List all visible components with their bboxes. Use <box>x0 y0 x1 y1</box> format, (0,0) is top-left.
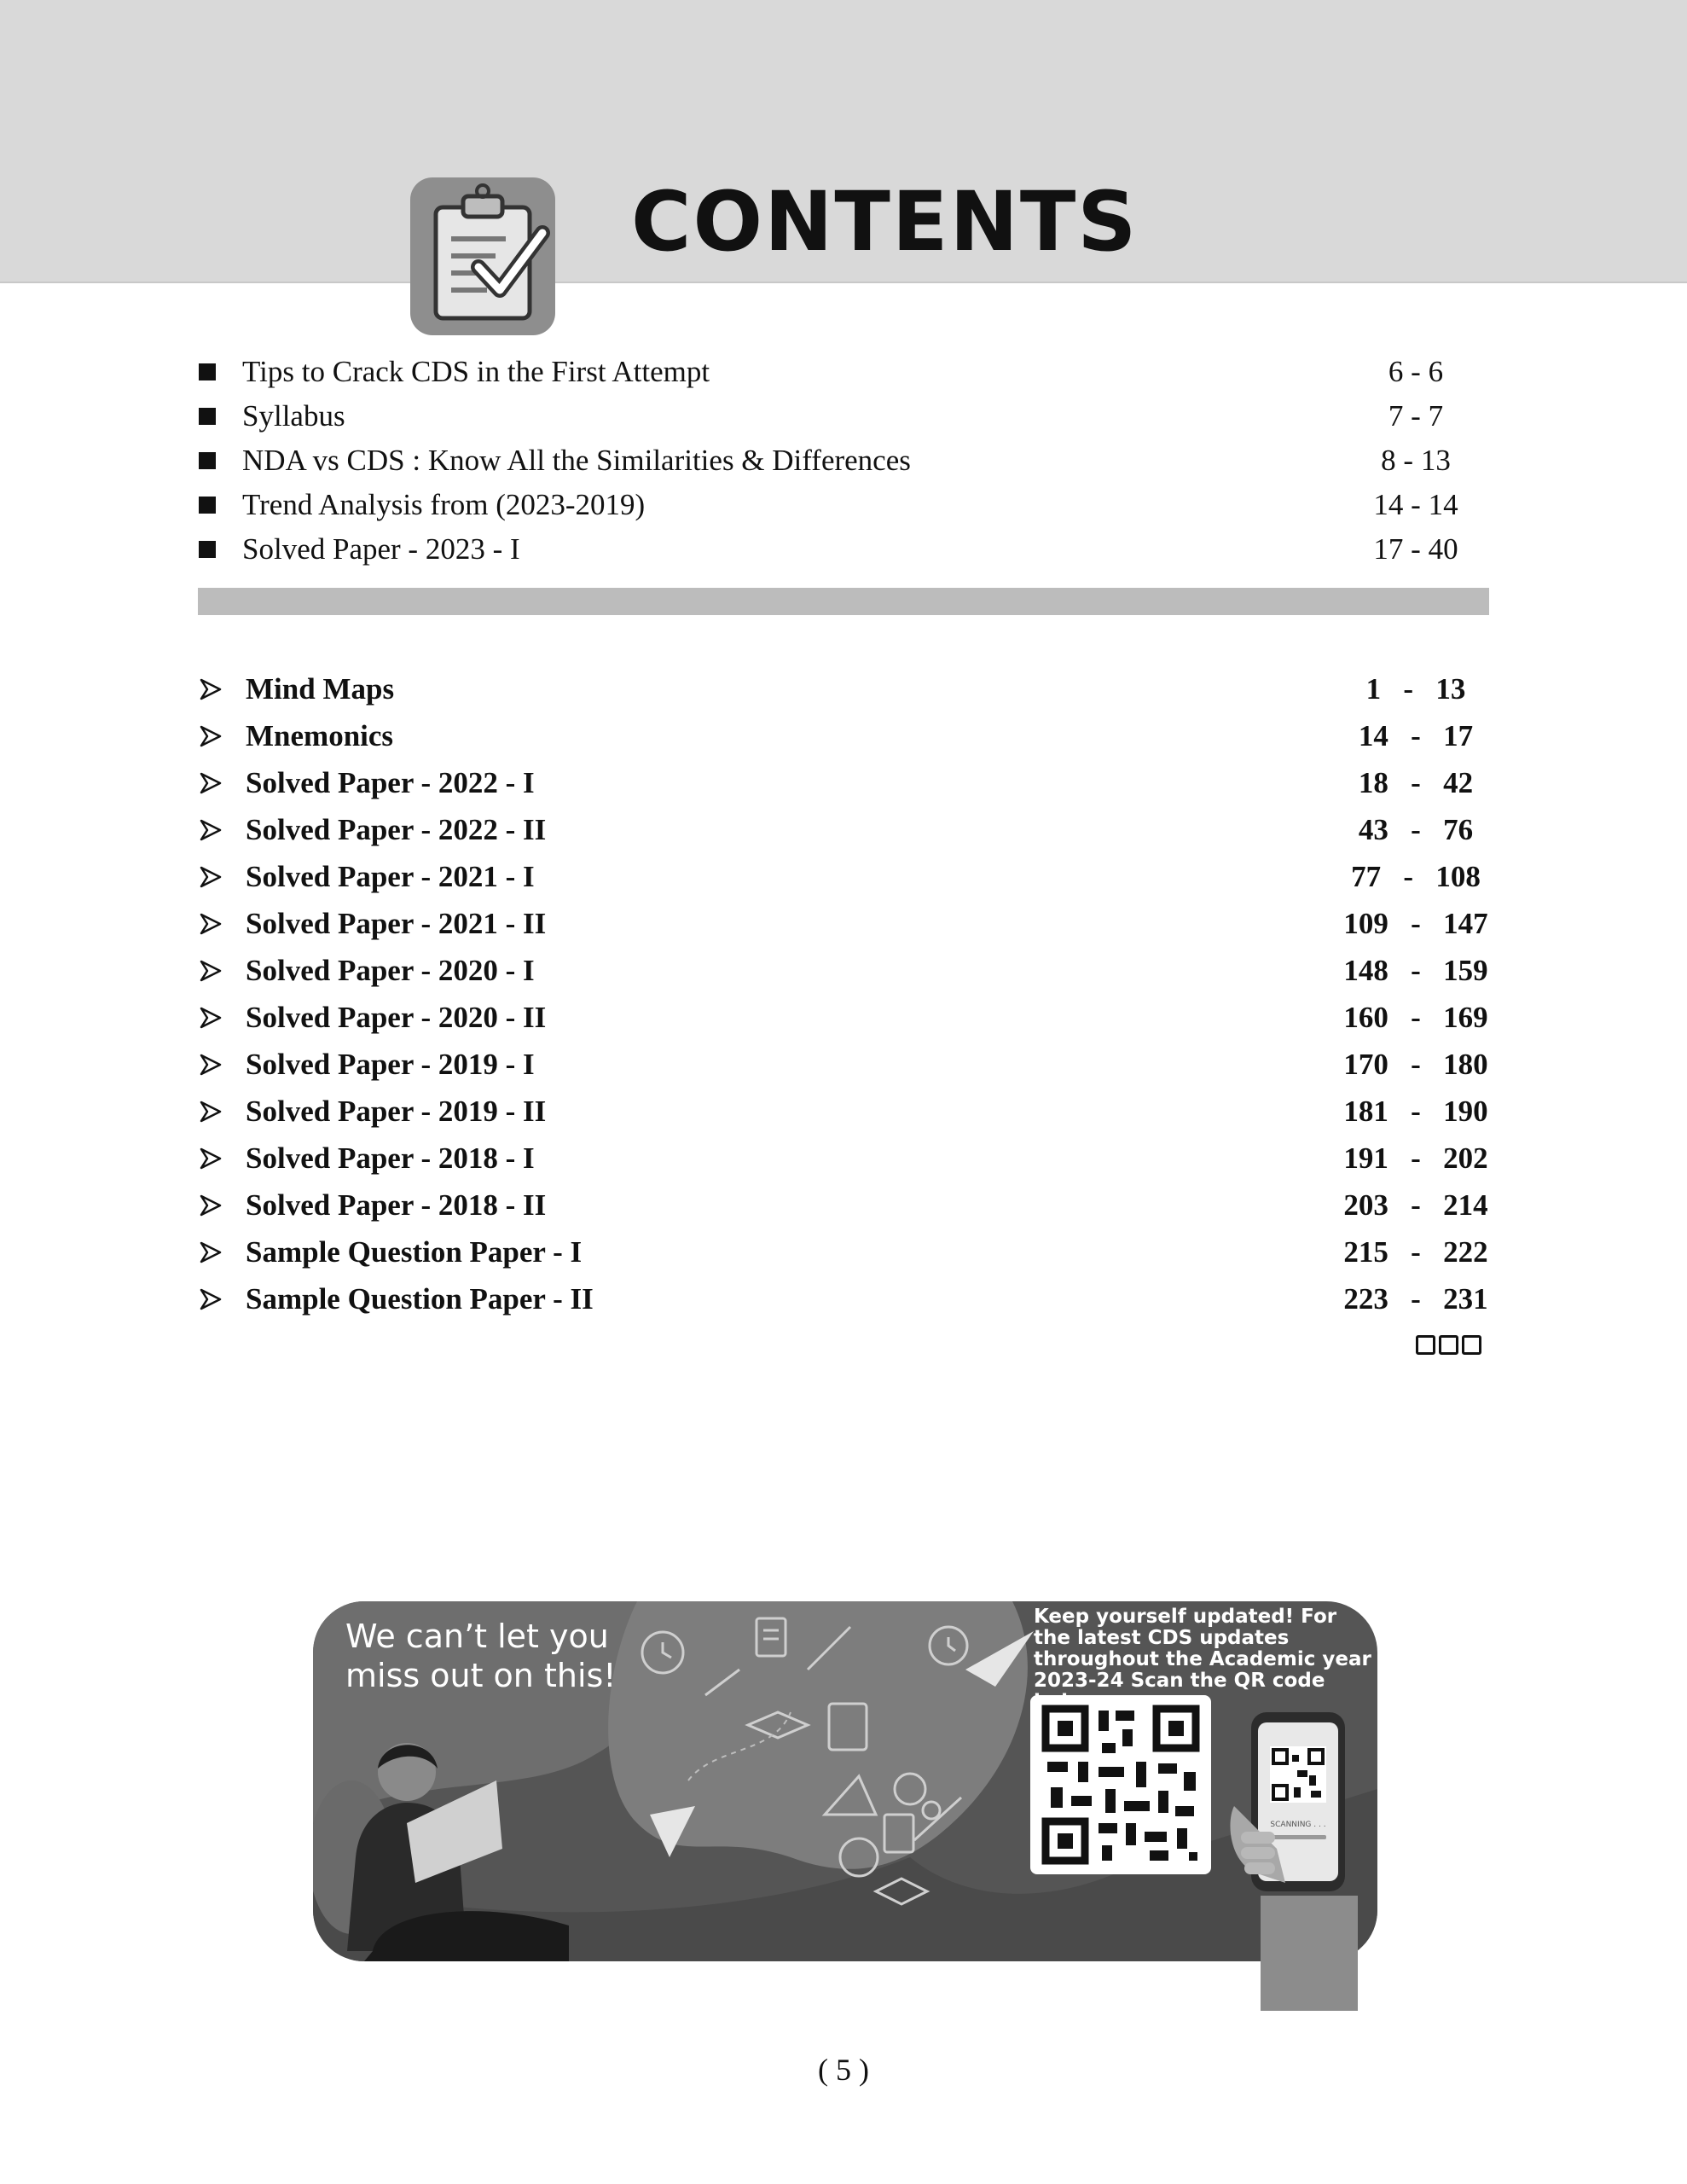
promo-banner[interactable] <box>313 1601 1377 1961</box>
arrowhead-bullet-icon <box>200 866 222 888</box>
item-label: Mind Maps <box>246 672 395 706</box>
hollow-square-icon <box>1439 1335 1458 1355</box>
list-item[interactable] <box>196 1228 1493 1275</box>
square-bullet-icon <box>199 541 216 558</box>
list-item[interactable] <box>196 853 1493 900</box>
page-number: ( 5 ) <box>818 2053 869 2087</box>
item-pages: 43 - 76 <box>1358 813 1474 846</box>
section-divider <box>198 588 1489 615</box>
arrowhead-bullet-icon <box>200 725 222 747</box>
arrowhead-bullet-icon <box>200 960 222 982</box>
banner-note: Keep yourself updated! For the latest CDS updates throughout the Academic year 2023-24 Scan the QR code <box>1034 1606 1371 1692</box>
item-pages: 191 - 202 <box>1343 1141 1488 1175</box>
list-item[interactable] <box>196 665 1493 712</box>
item-label: Solved Paper - 2020 - I <box>246 954 535 987</box>
item-pages: 6 - 6 <box>1388 355 1444 388</box>
list-item[interactable] <box>196 806 1493 853</box>
list-item[interactable] <box>196 1275 1493 1322</box>
main-contents-list <box>196 665 1493 1322</box>
item-pages: 7 - 7 <box>1388 399 1444 433</box>
clipboard-check-icon <box>410 177 555 335</box>
arrowhead-bullet-icon <box>200 1054 222 1076</box>
item-label: Trend Analysis from (2023-2019) <box>242 488 646 521</box>
list-item[interactable] <box>196 1088 1493 1135</box>
item-pages: 203 - 214 <box>1343 1188 1488 1222</box>
square-bullet-icon <box>199 408 216 425</box>
list-item[interactable] <box>196 900 1493 947</box>
item-pages: 1 - 13 <box>1365 672 1466 706</box>
item-pages: 215 - 222 <box>1343 1235 1488 1269</box>
square-bullet-icon <box>199 497 216 514</box>
item-pages: 8 - 13 <box>1381 444 1451 477</box>
list-item[interactable] <box>196 394 1493 439</box>
item-label: Sample Question Paper - II <box>246 1282 594 1316</box>
list-item[interactable] <box>196 1135 1493 1182</box>
list-item[interactable] <box>196 994 1493 1041</box>
banner-headline: We can’t let you miss out on this! <box>345 1618 617 1694</box>
item-label: Solved Paper - 2019 - I <box>246 1048 535 1081</box>
list-item[interactable] <box>196 350 1493 394</box>
item-pages: 77 - 108 <box>1351 860 1481 893</box>
item-label: Solved Paper - 2020 - II <box>246 1001 547 1034</box>
list-item[interactable] <box>196 483 1493 527</box>
hand-sleeve-graphic <box>1261 1896 1358 2011</box>
page-title: CONTENTS <box>631 174 1139 270</box>
arrowhead-bullet-icon <box>200 1241 222 1263</box>
item-pages: 17 - 40 <box>1373 532 1458 566</box>
arrowhead-bullet-icon <box>200 1147 222 1170</box>
list-item[interactable] <box>196 1041 1493 1088</box>
item-pages: 14 - 14 <box>1373 488 1458 521</box>
item-label: Solved Paper - 2022 - I <box>246 766 535 799</box>
item-pages: 223 - 231 <box>1343 1282 1488 1316</box>
item-pages: 14 - 17 <box>1358 719 1474 752</box>
list-item[interactable] <box>196 759 1493 806</box>
item-label: NDA vs CDS : Know All the Similarities & Differences <box>242 444 911 477</box>
arrowhead-bullet-icon <box>200 913 222 935</box>
hollow-square-icon <box>1462 1335 1481 1355</box>
item-pages: 160 - 169 <box>1343 1001 1488 1034</box>
list-item[interactable] <box>196 712 1493 759</box>
qr-code-icon <box>1270 1746 1326 1803</box>
item-label: Sample Question Paper - I <box>246 1235 583 1269</box>
arrowhead-bullet-icon <box>200 1288 222 1310</box>
qr-code[interactable] <box>1030 1695 1211 1874</box>
arrowhead-bullet-icon <box>200 678 222 700</box>
list-item[interactable] <box>196 1182 1493 1228</box>
list-item[interactable] <box>196 439 1493 483</box>
front-matter-list <box>196 350 1493 572</box>
square-bullet-icon <box>199 363 216 380</box>
item-pages: 148 - 159 <box>1343 954 1488 987</box>
phone-scanning-illustration <box>1226 1704 1371 1913</box>
arrowhead-bullet-icon <box>200 819 222 841</box>
item-label: Solved Paper - 2018 - II <box>246 1188 547 1222</box>
item-label: Solved Paper - 2019 - II <box>246 1095 547 1128</box>
arrowhead-bullet-icon <box>200 1194 222 1217</box>
item-pages: 181 - 190 <box>1343 1095 1488 1128</box>
arrowhead-bullet-icon <box>200 772 222 794</box>
qr-code-icon <box>1030 1695 1211 1874</box>
item-pages: 109 - 147 <box>1343 907 1488 940</box>
square-bullet-icon <box>199 452 216 469</box>
end-of-list-marks <box>1416 1335 1485 1359</box>
arrowhead-bullet-icon <box>200 1007 222 1029</box>
item-label: Solved Paper - 2018 - I <box>246 1141 535 1175</box>
item-label: Solved Paper - 2023 - I <box>242 532 520 566</box>
item-label: Solved Paper - 2021 - II <box>246 907 547 940</box>
item-label: Solved Paper - 2022 - II <box>246 813 547 846</box>
item-pages: 170 - 180 <box>1343 1048 1488 1081</box>
hollow-square-icon <box>1416 1335 1435 1355</box>
item-pages: 18 - 42 <box>1358 766 1474 799</box>
item-label: Tips to Crack CDS in the First Attempt <box>242 355 710 388</box>
list-item[interactable] <box>196 527 1493 572</box>
item-label: Solved Paper - 2021 - I <box>246 860 535 893</box>
item-label: Syllabus <box>242 399 345 433</box>
item-label: Mnemonics <box>246 719 394 752</box>
list-item[interactable] <box>196 947 1493 994</box>
scanning-label: SCANNING . . . <box>1270 1821 1326 1829</box>
arrowhead-bullet-icon <box>200 1101 222 1123</box>
